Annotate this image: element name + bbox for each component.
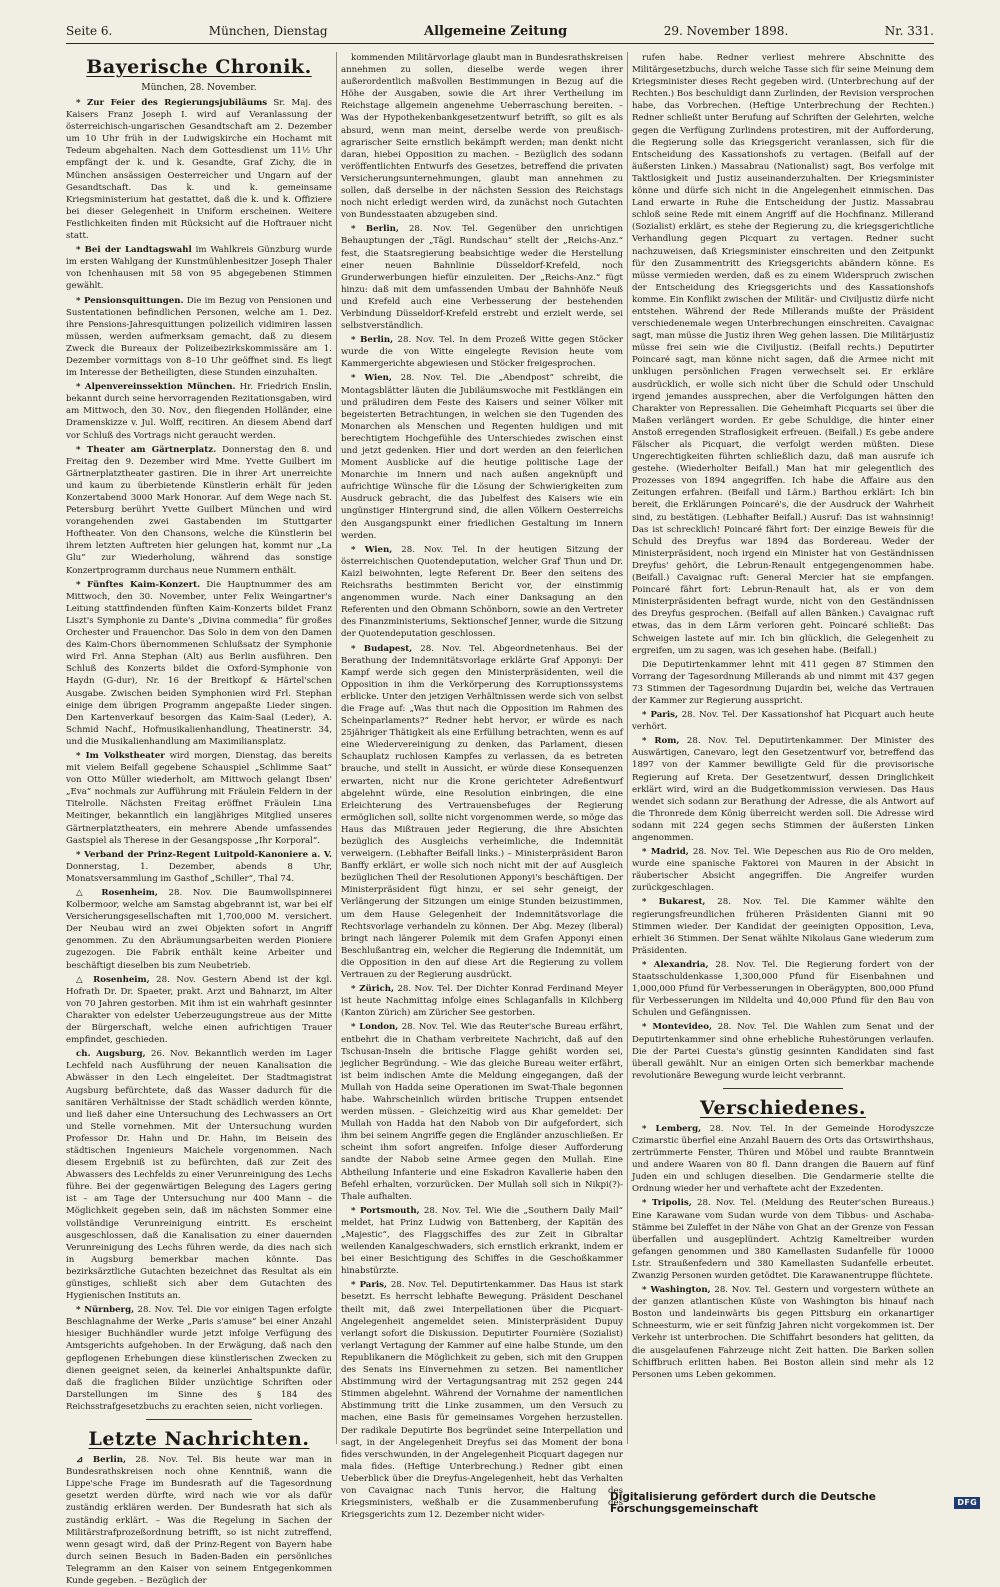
column-divider (336, 52, 337, 1444)
article-text: Die Hauptnummer des am Mittwoch, den 30. November, unter Felix Weingartner's Leitung stattfindenden fünften Kaim-Konzerts bildet Franz Liszt's Symphonie zu Dante's „Divina commedia“ für großes Orchester und Frauenchor. Das Solo in dem von den Damen des Kaim-Chors übernommenen Schlußsatz der Symphonie wird Frl. Anna Stephan (Alt) aus Berlin ausführen. Den Schluß des Konzerts bildet die Oxford-Symphonie von Haydn (G-dur), Nr. 16 der Breitkopf & Härtel'schen Ausgabe. Zwischen beiden Symphonien wird Frl. Stephan einige dem übrigen Programm angepaßte Lieder singen. Den Kartenverkauf besorgen das Kaim-Saal (Leder), A. Schmid Nachf., Hofmusikalienhandlung, Theatinerstr. 34, und die Musikalienhandlung am Maximiliansplatz. (66, 579, 332, 747)
article-paragraph (632, 896, 934, 956)
article-heading: * Portsmouth, (351, 1205, 420, 1216)
page-number: Seite 6. (66, 24, 113, 38)
article-paragraph (341, 983, 623, 1019)
article-list (66, 1454, 332, 1587)
article-text: Donnerstag den 8. und Freitag den 9. Dezember wird Mme. Yvette Guilbert im Gärtnerplatztheater gastiren. Die in ihrer Art unerreichte und kaum zu überbietende Künstlerin erhält für jeden Konzertabend 3000 Mark Honorar. Auf dem Wege nach St. Petersburg berührt Yvette Guilbert München und wird vorangehenden zwei Gastabenden im Stuttgarter Hoftheater. Von den Chansons, welche die Künstlerin bei ihrem letzten Auftreten hier gelungen hat, kommt nur „La Glu“ zur Wiederholung, während das sonstige Konzertprogramm durchaus neue Nummern enthält. (66, 444, 333, 576)
article-text: 28. Nov. Tel. Bis heute war man in Bundesrathskreisen noch ohne Kenntniß, wann die Lippe'sche Frage im Bundesrath auf die Tagesordnung gesetzt werden dürfte, wird nach wie vor als dafür zuständig erklären werden. Der Bundesrath hat sich als zuständig erklärt. – Was die Regelung in Sachen der Militärstrafprozeßordnung betrifft, so ist nicht zutreffend, wenn gesagt wird, daß der Prinz-Regent von Bayern habe durch seinen Besuch in Baden-Baden ein persönliches Telegramm an den Kaiser von seinem Entgegenkommen Kunde gegeben. – Bezüglich der (66, 1455, 333, 1586)
article-text: Donnerstag, 1. Dezember, abends 8 Uhr, Monatsversammlung im Gasthof „Schiller“, Thal 74. (66, 861, 332, 884)
article-text: 28. Nov. Tel. Die Kammer wählte den regierungsfreundlichen früheren Präsidenten Gianni mit 90 Stimmen wieder. Der Kandidat der geeinigten Opposition, Leva, erhielt 36 Stimmen. Der Senat wählte Nikolaus Gane wiederum zum Präsidenten. (632, 897, 934, 956)
article-paragraph (341, 372, 623, 541)
article-heading: △ Rosenheim, (76, 974, 150, 985)
article-text: 28. Nov. Tel. In dem Prozeß Witte gegen Stöcker wurde die von Witte eingelegte Revision heute vom Kammergerichte abgewiesen und Stöcker freigesprochen. (341, 335, 623, 370)
article-heading: △ Rosenheim, (76, 888, 158, 898)
article-paragraph (632, 709, 934, 733)
article-heading: * Im Volkstheater (76, 750, 165, 761)
article-text: rufen habe. Redner verliest mehrere Abschnitte des Militärgesetzbuchs, durch welche Tasse sich für seine Meinung dem Kriegsminister dieses Recht gegeben wird. (Unterbrechung auf der Rechten.) Bos beschuldigt dann Zurlinden, der Revision versprochen habe, das Vorbrechen. (Heftige Unterbrechung der Rechten.) Redner schließt unter Berufung auf Schriften der Gelehrten, welche gegen die Verfügung Zurlindens protestiren, mit der Aufforderung, die Regierung solle das Kriegsgericht veranlassen, sich für die Entscheidung des Kassationshofs zu vertagen. (Beifall auf der äußersten Linken.) Massabrau (Nationalist) sagt, Bos verfolge mit Taktlosigkeit und Justiz auseinanderzuhalten. Der Kriegsminister könne und dürfe sich nicht in die Angelegenheit einmischen. Das Land erwarte in Ruhe die Entscheidung der Justiz. Massabrau schloß seine Rede mit einem Angriff auf die Hochfinanz. Millerand (Sozialist) erklärt, es stehe der Regierung zu, die kriegsgerichtliche Verhandlung gegen Picquart zu vertagen. Redner sucht nachzuweisen, daß Kriegsminister einschreiten und den Zeitpunkt für den Zusammentritt des Kriegsgerichts abändern könne. Es müsse vermieden werden, daß es zu einem Widerspruch zwischen der Entscheidung des Kriegsgerichts und des Kassationshofs komme. Ein Konflikt zwischen der Militär- und Civiljustiz dürfe nicht entstehen. Während der Rede Millerands mußte der Präsident verschiedenemale wegen Unterbrechungen einschreiten. Cavaignac sagt, man müsse die Justiz ihren Weg gehen lassen. Die Militärjustiz müsse frei sein wie die Civiljustiz. (Beifall rechts.) Deputirter Poincaré sagt, man könne nicht sagen, daß die Armee nicht mit unklugen persönlichen Fragen verwechselt sei. Er erkläre ausdrücklich, er wolle sich nicht über die Schuld oder Unschuld irgend jemandes aussprechen, aber die Verfolgungen hätten den Charakter von Repressalien. Die Geheimhaft Picquarts sei über die Maßen verlängert worden. Er gebe Schuldige, die hinter einer Anstoß erregenden Straflosigkeit erfreuen. (Beifall.) Es gebe andere Fälscher als Picquart, die verfolgt werden müßten. Diese Ungerechtigkeiten führten schließlich dazu, daß man ausrufe ich gestehe. (Wiederholter Beifall.) Man hat mir gelegentlich des Prozesses von 1894 angegriffen. Ich habe die Affaire aus den Zeitungen erfahren. (Beifall und Lärm.) Barthou erklärt: Ich bin bereit, die Erklärungen Poincaré's, die der Ausdruck der Wahrheit sind, zu bestätigen. (Lebhafter Beifall.) Ausruf: Das ist wahnsinnig! Das ist schrecklich! Poincaré fährt fort: Der einzige Beweis für die Schuld des Dreyfus war 1894 das Bordereau. Weder der Ministerpräsident, noch irgend ein Minister hat von Geständnissen Dreyfus' gehört, die Lebrun-Renault entgegengenommen habe. (Beifall.) Cavaignac ruft: General Mercier hat sie empfangen. Poincaré fährt fort: Lebrun-Renault hat, als er von dem Ministerpräsidenten befragt wurde, nicht von den Geständnissen des Dreyfus gesprochen. (Beifall auf allen Bänken.) Cavaignac ruft etwas, das in dem Lärm verloren geht. Poincaré schließt: Das Schweigen lastete auf mir. Ich bin glücklich, die Gelegenheit zu ergreifen, um zu sagen, was ich gesehen habe. (Beifall.) (632, 53, 934, 656)
section-divider (146, 1419, 252, 1420)
article-text: 28. Nov. Tel. In der heutigen Sitzung der österreichischen Quotendeputation, welcher Graf Thun und Dr. Kaizl beiwohnten, legte Referent Dr. Beer den seitens des Reichsraths bestimmten Bericht vor, der einstimmig angenommen wurde. Nach einer Danksagung an den Referenten und den Obmann Schönborn, sowie an den Vertreter des Finanzministeriums, Sektionschef Jenner, wurde die Sitzung der Quotendeputation geschlossen. (341, 544, 623, 640)
article-text: 28. Nov. Gestern Abend ist der kgl. Hofrath Dr. Dr. Spaeter, prakt. Arzt und Bahnarzt, im Alter von 70 Jahren gestorben. Mit ihm ist ein wahrhaft gesinnter Charakter von edelster Ueberzeugungstreue aus der Mitte der Bürgerschaft, welche einen aufrichtigen Trauer empfindet, geschieden. (66, 974, 333, 1046)
article-text: 28. Nov. Tel. Gestern und vorgestern wüthete an der ganzen atlantischen Küste von Washington bis hinauf nach Boston und landeinwärts bis gegen Pittsburg ein orkanartiger Schneesturm, wie er seit fünfzig Jahren nicht vorgekommen ist. Der Verkehr ist unterbrochen. Die Schiffahrt besonders hat gelitten, da die ausgelaufenen Fahrzeuge nicht Zeit hatten. Die Barken sollen Schiffbruch erlitten haben. Bei Boston allein sind mehr als 12 Personen ums Leben gekommen. (632, 1285, 934, 1380)
article-paragraph (66, 579, 332, 748)
article-text: 26. Nov. Bekanntlich werden im Lager Lechfeld nach Ausführung der neuen Kanalisation die Abwässer in den Lech eingeleitet. Der Stadtmagistrat Augsburg befürchtete, daß das Wasser dadurch für die sanitären Verhältnisse der Stadt schädlich werden könnte, und ließ daher eine Untersuchung des Lechwassers an Ort und Stelle vornehmen. Mit der Untersuchung wurden Professor Dr. Hahn und Dr. Hahn, im Beisein des städtischen Ingenieurs Maichele vorgenommen. Nach diesem Ergebniß ist zu befürchten, daß zur Zeit des Abwassers des Lechfelds zu einer Verunreinigung des Lechs führe. Bei der gegenwärtigen Belegung des Lagers gering ist – am Tage der Untersuchung nur 400 Mann – die Möglichkeit gegeben sein, daß im nächsten Sommer eine vollständige Verunreinigung eintritt. Es erscheint ausgeschlossen, daß die Kanalisation zu einer dauernden Verunreinigung des Lechs führen werde, da dies nach sich in Augsburg bemerkbar machen könnte. Das bezirksärztliche Gutachten bezeichnet das Resultat als ein günstiges, schließt sich aber dem Gutachten des Hygienischen Instituts an. (66, 1049, 333, 1302)
article-paragraph (632, 1284, 934, 1381)
article-heading: * Wien, (351, 373, 392, 384)
article-list (632, 1123, 934, 1381)
article-heading: ch. Augsburg, (76, 1049, 146, 1060)
article-paragraph (632, 1197, 934, 1282)
article-heading: ⊿ Berlin, (76, 1455, 126, 1466)
article-paragraph (66, 97, 332, 242)
article-text: 28. Nov. Tel. Wie das Reuter'sche Bureau erfährt, entbehrt die in Chatham verbreitete Nachricht, daß auf den Tschusan-Inseln die britische Flagge gehißt worden sei, jeglicher Begründung. – Wie das gleiche Bureau weiter erfährt, ist beim indischen Amte die Meldung eingegangen, daß der Mullah von Hadda seine Operationen im Swat-Thale begonnen habe. Wahrscheinlich würden britische Truppen entsendet werden müssen. – Gleichzeitig wird aus Khar gemeldet: Der Mullah von Hadda hat den Nabob von Dir aufgefordert, sich ihm bei seinem Angriffe gegen die Engländer anzuschließen. Er scheint ihm sofort angreifen. Infolge dieser Aufforderung sandte der Nabob seine Armee gegen den Mullah. Eine Abtheilung Infanterie und eine Eskadron Kavallerie haben den Befehl erhalten, vorzurücken. Der Mullah soll sich in Nikpi(?)-Thale aufhalten. (341, 1022, 623, 1202)
article-text: Sr. Maj. des Kaisers Franz Joseph I. wird auf Veranlassung der österreichisch-ungarischen Gesandtschaft am 2. Dezember um 10 Uhr früh in der Ludwigskirche ein Hochamt mit Tedeum abgehalten. Nach dem Gottesdienst um 11½ Uhr empfängt der k. und k. Gesandte, Graf Zichy, die in München ansässigen Oesterreicher und Ungarn auf der Gesandtschaft. Das k. und k. gemeinsame Kriegsministerium hat gestattet, daß die k. und k. Offiziere bei dieser Gelegenheit in Uniform erscheinen. Weitere Festlichkeiten finden mit Rücksicht auf die Hoftrauer nicht statt. (66, 98, 333, 242)
article-heading: * Paris, (642, 710, 678, 721)
credit-text: Digitalisierung gefördert durch die Deutsche Forschungsgemeinschaft (610, 1491, 876, 1515)
section-title-bayerische-chronik: Bayerische Chronik. (86, 56, 312, 78)
article-paragraph (66, 974, 332, 1047)
article-heading: * Bukarest, (642, 897, 706, 908)
article-heading: * Bei der Landtagswahl (76, 245, 192, 256)
digitization-credit (610, 1491, 980, 1515)
article-paragraph (341, 223, 623, 332)
article-paragraph (66, 1454, 332, 1587)
article-list (632, 52, 934, 1082)
article-text: im Wahlkreis Günzburg wurde im ersten Wahlgang der Kunstmühlenbesitzer Joseph Thaler von Ichenhausen mit 58 von 95 abgegebenen Stimmen gewählt. (66, 245, 333, 292)
article-text: 28. Nov. Tel. Die vor einigen Tagen erfolgte Beschlagnahme der Werke „Paris s'amuse“ bei einer Anzahl hiesiger Buchhändler wurde jetzt infolge Verfügung des Amtsgerichts aufgehoben. In der Erwägung, daß nach den gepflogenen Erhebungen diese künstlerischen Zwecken zu dienen geeignet seien, da keinerlei Anhaltspunkte dafür, daß die fraglichen Bilder unzüchtige Schriften oder Darstellungen im Sinne des § 184 des Reichsstrafgesetzbuchs zu erachten seien, nicht vorliegen. (66, 1305, 332, 1412)
article-paragraph (66, 750, 332, 847)
article-paragraph (341, 334, 623, 370)
article-paragraph (341, 643, 623, 982)
article-text: 28. Nov. Tel. Der Kassationshof hat Picquart auch heute verhört. (632, 710, 934, 733)
article-heading: * Fünftes Kaim-Konzert. (76, 579, 201, 590)
issue-date: 29. November 1898. (663, 24, 789, 38)
article-text: 28. Nov. Tel. Der Dichter Konrad Ferdinand Meyer ist heute Nachmittag infolge eines Schlaganfalls in Kilchberg (Kanton Zürich) am Züricher See gestorben. (341, 984, 623, 1019)
article-paragraph (66, 887, 332, 972)
article-text: kommenden Militärvorlage glaubt man in Bundesrathskreisen annehmen zu sollen, dieselbe werde wegen ihrer außerordentlich maßvollen Bestimmungen in Bezug auf die Höhe der Ausgaben, sowie die Art ihrer Vertheilung im Reichstage allgemein angenehme Ueberraschung bereiten. – Was der Hypothekenbankgesetzentwurf betrifft, so gilt es als absurd, wenn man meint, derselbe werde von preußisch-agrarischer Seite ernstlich bekämpft werden; man denkt nicht daran, hiebei Opposition zu machen. – Bezüglich des sodann veröffentlichten Entwurfs des Gesetzes, betreffend die privaten Versicherungsunternehmungen, glaubt man annehmen zu sollen, daß derselbe in der nächsten Session des Reichstags noch nicht erledigt werden wird, da zunächst noch Gutachten von Bundesstaaten abzugeben sind. (341, 53, 623, 221)
article-heading: * Berlin, (351, 335, 394, 346)
section-title-letzte-nachrichten: Letzte Nachrichten. (88, 1428, 310, 1451)
article-paragraph (341, 1279, 623, 1521)
article-heading: * Berlin, (351, 224, 399, 235)
article-heading: * Paris, (351, 1280, 387, 1291)
article-list (341, 52, 623, 1521)
article-text: 28. Nov. Tel. Deputirtenkammer. Das Haus ist stark besetzt. Es herrscht lebhafte Bewegung. Präsident Deschanel theilt mit, daß zwei Interpellationen über die Picquart-Angelegenheit angemeldet seien. Ministerpräsident Dupuy verlangt sofort die Diskussion. Deputirter Fournière (Sozialist) verlangt Vertagung der Kammer auf eine halbe Stunde, um den Republikanern die Möglichkeit zu geben, sich mit den Gruppen des Senats ins Einvernehmen zu setzen. Bei namentlicher Abstimmung wird der Vertagungsantrag mit 252 gegen 244 Stimmen abgelehnt. Während der Vornahme der namentlichen Abstimmung tritt die Linke zusammen, um den Versuch zu machen, eine Basis für gemeinsames Vorgehen herzustellen. Der radikale Deputirte Bos begründet seine Interpellation und sagt, in der Angelegenheit Dreyfus sei das Moment der bona fides verschwunden, in der Angelegenheit Picquart dagegen nur mala fides. (Heftige Unterbrechung.) Redner gibt einen Ueberblick über die Dreyfus-Angelegenheit, hebt das Verhalten von Cavaignac nach Tunis hervor, die Haltung des Kriegsministers, weßhalb er die Zusammenberufung des Kriegsgerichts zum 12. Dezember nicht wider- (341, 1280, 623, 1521)
article-heading: * Washington, (642, 1285, 711, 1296)
article-heading: * Verband der Prinz-Regent Luitpold-Kanoniere a. V. (76, 849, 332, 860)
article-heading: * Theater am Gärtnerplatz. (76, 444, 217, 455)
article-paragraph (341, 544, 623, 641)
article-paragraph (66, 1048, 332, 1302)
article-heading: * Madrid, (642, 847, 689, 858)
column-divider (627, 52, 628, 1444)
article-text: 28. Nov. Tel. Abgeordnetenhaus. Bei der Berathung der Indemnitätsvorlage erklärte Graf Apponyi: Der Kampf werde sich gegen den Ministerpräsidenten, weil die Opposition in ihm die Verkörperung des Korruptionssystems erblicke. Unter den jetzigen Verhältnissen werde sich von selbst die Frage auf: „Was thut nach die Opposition im Rahmen des Scheinparlaments?“ Redner hebt hervor, er würde es nach 25jähriger Thätigkeit als eine Erfüllung betrachten, wenn es auf eine Wiedervereinigung zu denken, das Parlament, diesen Schauplatz ruchlosen Kampfes zu verlassen, da es betreten brauche, und stellt in Aussicht, er würde diese Konsequenzen erwarten, nicht nur die Krone gerichteter Adreßentwurf abgelehnt würde, eine Resolution einbringen, die eine Erleichterung des Vertrauensbefuges der Regierung ermöglichen soll, sollte nicht vorgenommen werde, so möge das Haus das Mißtrauen jeder Regierung, die ihre Absichten bezüglich des Ausgleichs verheimliche, die Indemnität verweigern. (Lebhafter Beifall links.) – Ministerpräsident Baron Banffy erklärt, er wolle sich noch nicht mit der auf Ausgleich bezüglichen Theil der Resolutionen Apponyi's beschäftigen. Der Ministerpräsident fügt hinzu, er sei sehr geneigt, der Verlängerung der Sitzungen um einige Stunden beizustimmen, um dem Hause Gelegenheit der Indemnitätsvorlage die Rechtsvorlage verhandeln zu können. Der Abg. Mezey (liberal) bringt nach längerer Polemik mit dem Grafen Apponyi einen Beschlußantrag ein, welcher die Regierung die Indemnität, um die Opposition in den auf diese Art die Regierung zu vollem Vertrauen zu der Regierung ausdrückt. (341, 643, 623, 981)
article-heading: * Alpenvereinssektion München. (76, 382, 236, 393)
article-heading: * Zur Feier des Regierungsjubiläums (76, 98, 268, 108)
article-text: 28. Nov. Tel. Deputirtenkammer. Der Minister des Auswärtigen, Canevaro, legt den Gesetzentwurf vor, betreffend das 1897 von der Kammer bewilligte Geld für die provisorische Regierung auf Kreta. Der Gesetzentwurf, dessen Dringlichkeit erklärt wird, wird an die Budgetkommission verwiesen. Das Haus wendet sich sodann zur Berathung der Adresse, die als Antwort auf die Thronrede dem König überreicht werden soll. Die Adresse wird sodann mit 224 gegen sechs Stimmen der äußersten Linken angenommen. (632, 736, 934, 843)
article-heading: * Pensionsquittungen. (76, 295, 184, 306)
article-paragraph (66, 444, 332, 577)
article-paragraph (632, 959, 934, 1019)
article-paragraph (341, 52, 623, 221)
article-paragraph (66, 295, 332, 380)
article-text: 28. Nov. Tel. (Meldung des Reuter'schen Bureaus.) Eine Karawane vom Sudan wurde von dem Tibbus- und Aschaba-Stämme bei Zuleffet in der Nähe von Ghat an der Grenze von Fessan überfallen und ausgeplündert. Achtzig Kameltreiber wurden gefangen genommen und 380 Kamellasten Sudanfelle für 10000 Lstr. Straußenfedern und 380 Kamellasten Sudanfelle erbeutet. Zwanzig Personen wurden getödtet. Die Karawanentruppe flüchtete. (632, 1198, 934, 1281)
masthead: Allgemeine Zeitung (424, 23, 568, 39)
article-text: 28. Nov. Tel. Wie Depeschen aus Rio de Oro melden, wurde eine spanische Faktorei von Mauren in der Absicht in räuberischer Absicht angegriffen. Die Angreifer wurden zurückgeschlagen. (632, 847, 935, 894)
article-text: 28. Nov. Tel. Gegenüber den unrichtigen Behauptungen der „Tägl. Rundschau“ stellt der „Reichs-Anz.“ fest, die Staatsregierung beabsichtige weder die Herstellung einer neuen Bahnlinie Düsseldorf-Krefeld, noch Grunderwerbungen hiefür einzuleiten. Der „Reichs-Anz.“ fügt hinzu: daß mit dem umfassenden Umbau der Bahnhöfe Neuß und Krefeld auch eine Verbesserung der bestehenden Verbindung Düsseldorf-Krefeld erstrebt und erzielt werde, sei selbstverständlich. (341, 224, 623, 332)
column-1 (66, 52, 333, 1586)
header-rule (66, 43, 934, 44)
article-paragraph (66, 1304, 332, 1413)
article-paragraph (341, 1021, 623, 1202)
article-text: Die im Bezug von Pensionen und Sustentationen befindlichen Personen, welche am 1. Dez. ihre Pensions-Jahresquittungen polizeilich vidimiren lassen müssen, werden aufmerksam gemacht, daß zu diesem Zweck die Bureaux der Polizeibezirkskommissäre am 1. Dezember vormittags von 8–10 Uhr geöffnet sind. Es liegt im Interesse der Betheiligten, diese Stunden einzuhalten. (66, 295, 333, 379)
article-text: 28. Nov. Tel. Wie die „Southern Daily Mail“ meldet, hat Prinz Ludwig von Battenberg, der Kapitän des „Majestic“, des Flaggschiffes des zur Zeit in Gibraltar weilenden Kanalgeschwaders, sich ernstlich erkrankt, indem er bei einer Besichtigung des Schiffes in die Geschoßkammer hinabstürzte. (341, 1205, 623, 1277)
article-heading: * Alexandria, (642, 959, 709, 970)
article-heading: * Tripolis, (642, 1198, 692, 1209)
section-dateline: München, 28. November. (141, 83, 257, 93)
article-paragraph (66, 849, 332, 885)
article-heading: * Wien, (351, 544, 393, 555)
article-paragraph (632, 1123, 934, 1196)
article-heading: * Lemberg, (642, 1123, 702, 1134)
article-list (66, 97, 332, 1413)
column-3 (632, 52, 934, 1444)
column-2 (341, 52, 623, 1521)
article-heading: * Budapest, (351, 643, 413, 654)
article-paragraph (632, 1021, 934, 1081)
article-text: 28. Nov. Die Baumwollspinnerei Kolbermoor, welche am Samstag abgebrannt ist, war bei elf Versicherungsgesellschaften mit 1,700,000 M. versichert. Der Neubau wird an zwei Objekten sofort in Angriff genommen. Zu den Abräumungsarbeiten werden Pioniere zugezogen. Die Fabrik enthält keine Arbeiter und beschäftigt dieselben bis zum Neubetrieb. (66, 888, 332, 971)
issue-number: Nr. 331. (884, 24, 934, 38)
article-paragraph (632, 52, 934, 657)
article-text: Hr. Friedrich Enslin, bekannt durch seine hervorragenden Rezitationsgaben, wird am Mittwoch, den 30. Nov., den fliegenden Holländer, eine Dramenskizze v. Jul. Wolff, recitiren. An diesem Abend darf vor Schluß des Vortrags nicht geraucht werden. (66, 382, 332, 441)
article-text: 28. Nov. Tel. Die Regierung fordert von der Staatsschuldenkasse 1,300,000 Pfund für Eisenbahnen und 1,000,000 Pfund für Verbesserungen in Oberägypten, 800,000 Pfund für Verbesserungen im Nildelta und 40,000 Pfund für den Bau von Schulen und Gefängnissen. (632, 959, 935, 1019)
dfg-logo-icon: DFG (954, 1497, 980, 1509)
article-paragraph (632, 846, 934, 894)
article-heading: * Nürnberg, (76, 1305, 135, 1316)
article-heading: * Montevideo, (642, 1022, 712, 1033)
article-paragraph (66, 244, 332, 292)
article-paragraph (632, 659, 934, 707)
article-text: 28. Nov. Tel. In der Gemeinde Horodyszcze Czimarstic überfiel eine Anzahl Bauern des Orts das Ortswirthshaus, zertrümmerte Fenster, Thüren und Möbel und raubte Branntwein und andere Waaren von 80 fl. Dann drangen die Bauern auf fünf Juden ein und schlugen dieselben. Die Gendarmerie stellte die Ordnung wieder her und verhaftete acht der Exzedenten. (632, 1123, 934, 1195)
section-title-verschiedenes: Verschiedenes. (699, 1096, 867, 1119)
place-day: München, Dienstag (208, 24, 328, 38)
article-heading: * Zürich, (351, 984, 394, 995)
article-paragraph (66, 381, 332, 441)
article-heading: * Rom, (642, 736, 680, 747)
article-text: Die Deputirtenkammer lehnt mit 411 gegen 87 Stimmen den Vorrang der Tagesordnung Millerands ab und nimmt mit 437 gegen 73 Stimmen der Tagesordnung Dujardin bei, welche das Vertrauen der Kammer zur Regierung ausspricht. (632, 659, 934, 706)
article-paragraph (632, 735, 934, 844)
article-text: 28. Nov. Tel. Die Wahlen zum Senat und der Deputirtenkammer sind ohne erhebliche Ruhestörungen verlaufen. Die der Partei Cuesta's günstig gesinnten Kandidaten sind fast überall gewählt. Nur an einigen Orten sich bemerkbar machende revolutionäre Bewegung wurde leicht verbrannt. (632, 1022, 935, 1081)
page-header (66, 22, 934, 40)
article-text: 28. Nov. Tel. Die „Abendpost“ schreibt, die Montagsblätter läuten die Jubiläumswoche mit Festklängen ein und präludiren dem Feste des Kaisers und seiner Völker mit begeisterten Betrachtungen, in welchen sie den Tugenden des Monarchen als Menschen und Regenten huldigen und mit berechtigtem Hochgefühle des Unterschiedes zwischen einst und jetzt gedenken. Hier und dort werden an den feierlichen Moment Ausblicke auf die heutige politische Lage der Monarchie im Innern und nach außen angeknüpft und aufrichtige Wünsche für die Lösung der Schwierigkeiten zum Ausdruck gebracht, die das Jubelfest des Kaisers wie ein ungünstiger Hintergrund sind, die allen Völkern Oesterreichs den Ausgangspunkt einer friedlichen Gestaltung im Innern werden. (341, 373, 623, 541)
article-heading: * London, (351, 1022, 399, 1033)
article-paragraph (341, 1205, 623, 1278)
article-text: wird morgen, Dienstag, das bereits mit vielem Beifall gegebene Schauspiel „Schlimme Saat“ von Otto Müller wiederholt, am Mittwoch gelangt Ibsen' „Eva“ nochmals zur Aufführung mit Fräulein Feldern in der Titelrolle. Nächsten Freitag eröffnet Fräulein Lina Meitinger, bekanntlich ein langjähriges Mitglied unseres Gärtnerplatztheaters, ein mehrere Abende umfassendes Gastspiel als Therese in der Gesangsposse „Ihr Korporal“. (66, 750, 332, 846)
section-divider (723, 1088, 844, 1089)
